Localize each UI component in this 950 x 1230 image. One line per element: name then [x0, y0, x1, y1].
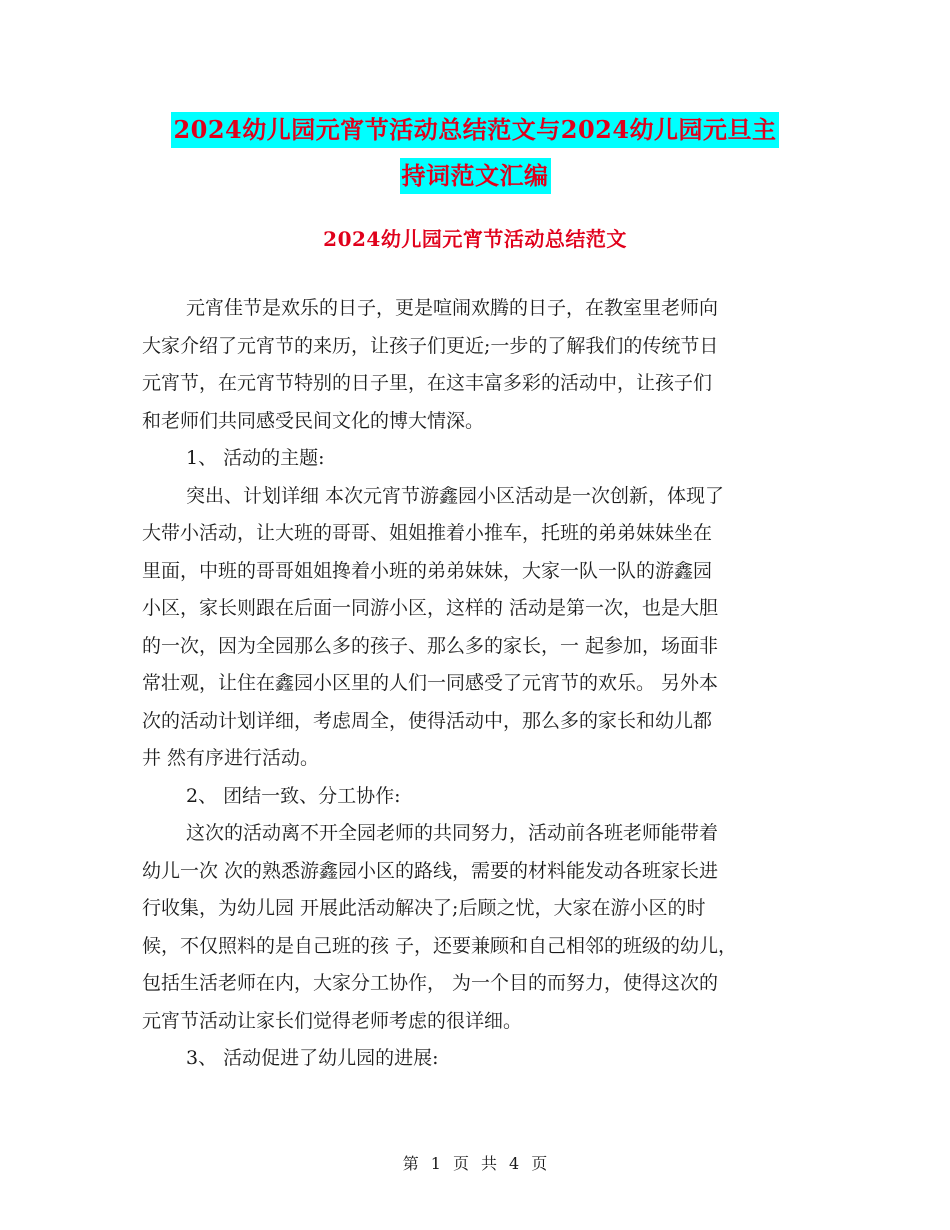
- footer-label-total-unit: 页: [531, 1154, 548, 1173]
- document-title: [0, 112, 950, 194]
- footer-total-pages: 4: [509, 1154, 520, 1173]
- footer-label-total: 共: [481, 1154, 498, 1173]
- paragraph-line: 元宵节，在元宵节特别的日子里，在这丰富多彩的活动中，让孩子们: [142, 372, 713, 394]
- body-text: [142, 290, 812, 1078]
- paragraph-line: 行收集，为幼儿园 开展此活动解决了;后顾之忧，大家在游小区的时: [142, 897, 706, 919]
- paragraph-line: 的一次，因为全园那么多的孩子、那么多的家长，一 起参加，场面非: [142, 634, 719, 657]
- paragraph-line: 包括生活老师在内，大家分工协作， 为一个目的而努力，使得这次的: [142, 972, 719, 994]
- paragraph-line: 2、 团结一致、分工协作:: [186, 784, 401, 807]
- paragraph-line: 1、 活动的主题:: [186, 447, 325, 469]
- paragraph-line: 候，不仅照料的是自己班的孩 子，还要兼顾和自己相邻的班级的幼儿，: [142, 934, 738, 957]
- paragraph-line: 次的活动计划详细，考虑周全，使得活动中，那么多的家长和幼儿都: [142, 709, 713, 732]
- paragraph-line: 井 然有序进行活动。: [142, 747, 320, 769]
- page-footer: [0, 1152, 950, 1176]
- footer-label-page: 第: [402, 1154, 419, 1173]
- paragraph-line: 突出、计划详细 本次元宵节游鑫园小区活动是一次创新，体现了: [186, 484, 725, 507]
- paragraph-line: 幼儿一次 次的熟悉游鑫园小区的路线，需要的材料能发动各班家长进: [142, 859, 719, 882]
- paragraph-line: 里面，中班的哥哥姐姐搀着小班的弟弟妹妹，大家一队一队的游鑫园: [142, 559, 713, 582]
- paragraph-line: 大家介绍了元宵节的来历，让孩子们更近;一步的了解我们的传统节日: [142, 334, 719, 357]
- paragraph-line: 这次的活动离不开全园老师的共同努力，活动前各班老师能带着: [186, 822, 719, 844]
- paragraph-line: 常壮观，让住在鑫园小区里的人们一同感受了元宵节的欢乐。 另外本: [142, 672, 719, 694]
- paragraph-line: 元宵佳节是欢乐的日子，更是喧闹欢腾的日子，在教室里老师向: [186, 297, 719, 319]
- paragraph-line: 大带小活动，让大班的哥哥、姐姐推着小推车，托班的弟弟妹妹坐在: [142, 522, 713, 544]
- title-line-1: 2024幼儿园元宵节活动总结范文与2024幼儿园元旦主: [171, 112, 778, 148]
- footer-label-page-unit: 页: [452, 1154, 469, 1173]
- paragraph-line: 3、 活动促进了幼儿园的进展:: [186, 1047, 439, 1069]
- paragraph-line: 和老师们共同感受民间文化的博大情深。: [142, 409, 485, 432]
- title-line-2: 持词范文汇编: [400, 158, 551, 194]
- section-title: 2024幼儿园元宵节活动总结范文: [323, 227, 627, 251]
- footer-current-page: 1: [430, 1154, 441, 1173]
- paragraph-line: 小区，家长则跟在后面一同游小区，这样的 活动是第一次，也是大胆: [142, 597, 719, 619]
- paragraph-line: 元宵节活动让家长们觉得老师考虑的很详细。: [142, 1009, 523, 1032]
